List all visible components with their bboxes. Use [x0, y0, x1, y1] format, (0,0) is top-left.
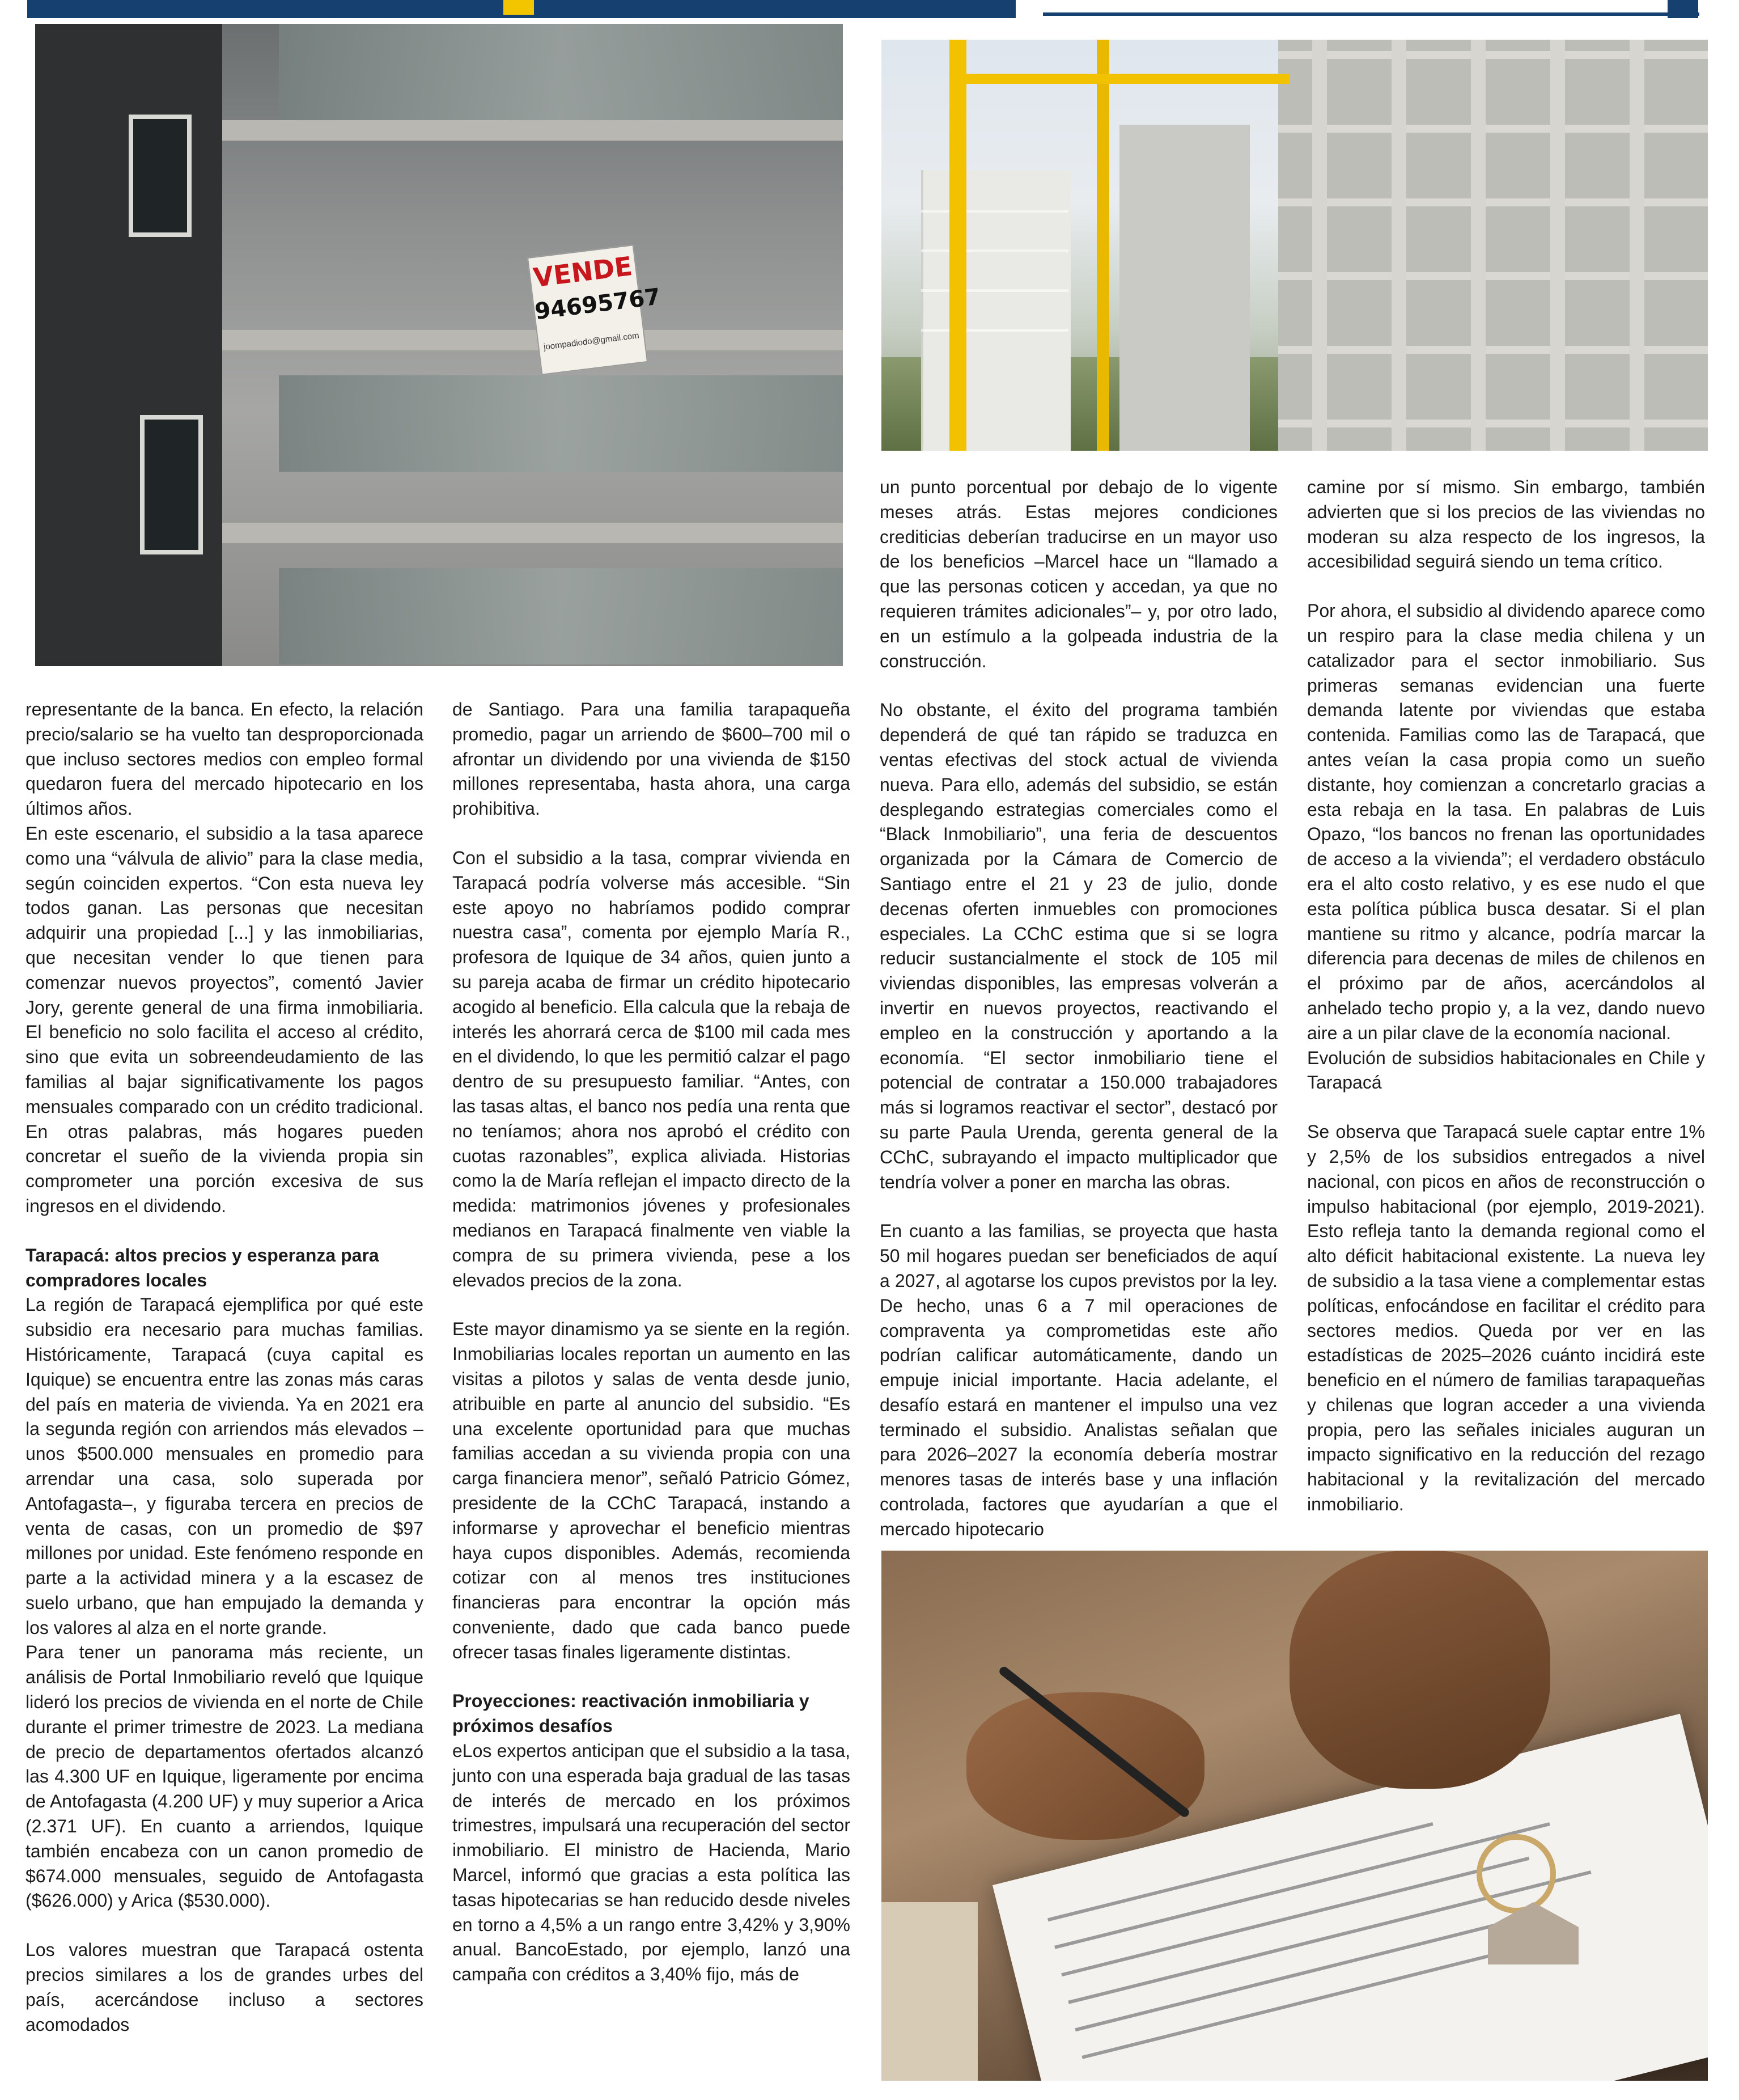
- text-line: [1061, 1857, 1529, 1976]
- building-rib: [921, 210, 1068, 213]
- balcony-glass: [279, 375, 843, 472]
- paragraph: En cuanto a las familias, se proyecta que hasta 50 mil hogares puedan ser beneficiados de aquí a 2027, al agotarse los cupos previstos por la ley. De hecho, unas 6 a 7 mil operaciones de compraventa ya comprometidas este año podrían calificar automáticamente, dando un empuje inicial importante. Hacia adelante, el desafío estará en mantener el impulso una vez terminado el subsidio. Analistas señalan que para 2026–2027 la economía debería mostrar menores tasas de interés base y una inflación controlada, factores que ayudarían a que el mercado hipotecario: [880, 1221, 1278, 1539]
- paragraph: No obstante, el éxito del programa también dependerá de qué tan rápido se traduzca en ventas efectivas del stock actual de vivienda nueva. Para ello, además del subsidio, se están desplegando estrategias comerciales como el “Black Inmobiliario”, una feria de descuentos organizada por la Cámara de Comercio de Santiago entre el 21 y 23 de julio, donde decenas oferten inmuebles con promociones especiales. La CChC estima que si se logra reducir sustancialmente el stock de 105 mil viviendas disponibles, las empresas volverán a invertir en nuevos proyectos, reactivando el empleo en la construcción y aportando a la economía. “El sector inmobiliario tiene el potencial de contratar a 150.000 trabajadores más si logramos reactivar el sector”, destacó por su parte Paula Urenda, gerenta general de la CChC, subrayando el impacto multiplicador que tendría volver a poner en marcha las obras.: [880, 700, 1278, 1192]
- balcony-glass: [279, 24, 843, 120]
- header-rule: [1043, 12, 1699, 16]
- sign-number: 94695767: [533, 283, 662, 325]
- column: [1471, 40, 1486, 451]
- key-ring: [1477, 1834, 1556, 1913]
- article-column-2: [452, 697, 850, 1987]
- paragraph: En este escenario, el subsidio a la tasa aparece como una “válvula de alivio” para la clase media, según coinciden expertos. “Con esta nueva ley todos ganan. Las personas que necesitan adquirir una propiedad [...] y las inmobiliarias, que necesitan vender lo que tienen para comenzar nuevos proyectos”, comentó Javier Jory, gerente general de una firma inmobiliaria. El beneficio no solo facilita el acceso al crédito, sino que evita un sobreendeudamiento de las familias al bajar significativamente los pagos mensuales comparado con un crédito tradicional. En otras palabras, más hogares pueden concretar el sueño de la vivienda propia sin comprometer una porción excesiva de sus ingresos en el dividendo.: [26, 823, 423, 1216]
- paragraph: representante de la banca. En efecto, la relación precio/salario se ha vuelto tan desproporcionada que incluso sectores medios con empleo formal quedaron fuera del mercado hipotecario en los últimos años.: [26, 699, 423, 819]
- house-model: [881, 1902, 978, 2081]
- building: [1119, 125, 1250, 451]
- building-rib: [921, 329, 1068, 332]
- paragraph: de Santiago. Para una familia tarapaqueña promedio, pagar un arriendo de $600–700 mil o afrontar un dividendo por una vivienda de $150 millones representaba, hasta ahora, una carga prohibitiva.: [452, 699, 850, 819]
- paragraph: Con el subsidio a la tasa, comprar vivienda en Tarapacá podría volverse más accesible. “Sin este apoyo no habríamos podido comprar nuestra casa”, comenta por ejemplo María R., profesora de Iquique de 34 años, quien junto a su pareja acaba de firmar un crédito hipotecario acogido al beneficio. Ella calcula que la rebaja de interés les ahorrará cerca de $100 mil cada mes en el dividendo, lo que les permitió calzar el pago dentro de su presupuesto familiar. “Antes, con las tasas altas, el banco nos pedía una renta que no teníamos; ahora nos aprobó el crédito con cuotas razonables”, explica aliviada. Historias como la de María reflejan el impacto directo de la medida: matrimonios jóvenes y profesionales medianos en Tarapacá finalmente ven viable la compra de su primera vivienda, pese a los elevados precios de la zona.: [452, 847, 850, 1290]
- paragraph: camine por sí mismo. Sin embargo, también advierten que si los precios de las viviendas no moderan su alza respecto de los ingresos, la accesibilidad seguirá siendo un tema crítico.: [1307, 477, 1705, 572]
- balcony-slab: [222, 523, 843, 543]
- balcony-slab: [222, 330, 843, 350]
- hand: [1290, 1551, 1550, 1789]
- photo-construction: [881, 40, 1708, 451]
- column: [1550, 40, 1565, 451]
- hand: [966, 1692, 1204, 1840]
- column: [1312, 40, 1327, 451]
- sign-title: VENDE: [532, 251, 634, 293]
- text-line: [1075, 1919, 1516, 2031]
- column: [1630, 40, 1644, 451]
- window: [140, 415, 203, 554]
- header-accent: [503, 0, 534, 15]
- crane-mast: [1097, 40, 1109, 451]
- article-column-4: [1307, 475, 1705, 1517]
- paragraph: Este mayor dinamismo ya se siente en la región. Inmobiliarias locales reportan un aumento en las visitas a pilotos y salas de venta desde junio, atribuible en parte al anuncio del subsidio. “Es una excelente oportunidad para que muchas familias accedan a su vivienda propia con una carga financiera menor”, señaló Patricio Gómez, presidente de la CChC Tarapacá, instando a informarse y aprovechar el beneficio mientras haya cupos disponibles. Además, recomienda cotizar con al menos tres instituciones financieras para encontrar la opción más conveniente, dado que cada banco puede ofrecer tasas finales ligeramente distintas.: [452, 1319, 850, 1662]
- paragraph: Evolución de subsidios habitacionales en Chile y Tarapacá: [1307, 1047, 1705, 1093]
- balcony-slab: [222, 120, 843, 141]
- section-heading: Tarapacá: altos precios y esperanza para compradores locales: [26, 1244, 379, 1290]
- paragraph: La región de Tarapacá ejemplifica por qué este subsidio era necesario para muchas familias. Históricamente, Tarapacá (cuya capital es Iquique) se encuentra entre las zonas más caras del país en materia de vivienda. Ya en 2021 era la segunda región con arriendos más elevados –unos $500.000 mensuales en promedio para arrendar una casa, solo superada por Antofagasta–, y figuraba tercera en precios de venta de casas, con un promedio de $97 millones por unidad. Este fenómeno responde en parte a la actividad minera y a la escasez de suelo urbano, que han empujado la demanda y los valores al alza en el norte grande.: [26, 1294, 423, 1638]
- paragraph: Se observa que Tarapacá suele captar entre 1% y 2,5% de los subsidios entregados a nivel nacional, con picos en años de reconstrucción o impulso habitacional (por ejemplo, 2019-2021). Esto refleja tanto la demanda regional como el alto déficit habitacional existente. La nueva ley de subsidio a la tasa viene a complementar estas políticas, enfocándose en facilitar el crédito para sectores medios. Queda por ver en las estadísticas de 2025–2026 cuánto incidirá este beneficio en el número de familias tarapaqueñas y chilenas que logran acceder a una vivienda propia, pero las señales iniciales auguran un impacto significativo en la reducción del rezago habitacional y la revitalización del mercado inmobiliario.: [1307, 1121, 1705, 1515]
- window: [129, 115, 192, 237]
- paragraph: un punto porcentual por debajo de lo vigente meses atrás. Estas mejores condiciones crediticias deberían traducirse en un mayor uso de los beneficios –Marcel hace un “llamado a que las personas coticen y accedan, ya que no requieren trámites adicionales”– y, por otro lado, en un estímulo a la golpeada industria de la construcción.: [880, 477, 1278, 671]
- paragraph: Por ahora, el subsidio al dividendo aparece como un respiro para la clase media chilena y un catalizador para el sector inmobiliario. Sus primeras semanas evidencian una fuerte demanda latente por viviendas que estaba contenida. Familias como las de Tarapacá, que antes veían la casa propia como un sueño distante, hoy comienzan a concretarlo gracias a esta rebaja en la tasa. En palabras de Luis Opazo, “los bancos no frenan las oportunidades de acceso a la vivienda”; el verdadero obstáculo era el alto costo relativo, y es ese nudo el que esta política pública busca desatar. Si el plan mantiene su ritmo y alcance, podría marcar la diferencia para decenas de miles de chilenos en el próximo par de años, acercándolos al anhelado techo propio y, a la vez, dando nuevo aire a un pilar clave de la economía nacional.: [1307, 600, 1705, 1043]
- building-rib: [921, 249, 1068, 252]
- section-heading: Proyecciones: reactivación inmobiliaria y próximos desafíos: [452, 1691, 809, 1737]
- article-column-1: [26, 697, 423, 2037]
- article-column-3: [880, 475, 1278, 1542]
- paragraph: eLos expertos anticipan que el subsidio a la tasa, junto con una esperada baja gradual de las tasas de interés de mercado en los próximos trimestres, impulsará una recuperación del sector inmobiliario. El ministro de Hacienda, Mario Marcel, informó que gracias a esta política las tasas hipotecarias se han reducido desde niveles en torno a 4,5% a un rango entre 3,42% y 3,90% anual. BancoEstado, por ejemplo, lanzó una campaña con créditos a 3,40% fijo, más de: [452, 1741, 850, 1985]
- column: [1392, 40, 1406, 451]
- photo-apartment-for-sale: [35, 24, 843, 666]
- crane-mast: [949, 40, 966, 451]
- paragraph: Para tener un panorama más reciente, un análisis de Portal Inmobiliario reveló que Iquique lideró los precios de vivienda en el norte de Chile durante el primer trimestre de 2023. La mediana de precio de departamentos ofertados alcanzó las 4.300 UF en Iquique, ligeramente por encima de Antofagasta (4.200 UF) y muy superior a Arica (2.371 UF). En cuanto a arriendos, Iquique también encabeza con un canon promedio de $674.000 mensuales, seguido de Antofagasta ($626.000) y Arica ($530.000).: [26, 1642, 423, 1911]
- sign-email: joompadiodo@gmail.com: [543, 331, 640, 352]
- balcony-glass: [279, 568, 843, 664]
- photo-signing-contract: [881, 1551, 1708, 2081]
- building-rib: [921, 289, 1068, 292]
- crane-jib: [949, 74, 1290, 84]
- for-sale-sign: [527, 244, 662, 375]
- paragraph: Los valores muestran que Tarapacá ostenta precios similares a los de grandes urbes del país, acercándose incluso a sectores acomodados: [26, 1940, 423, 2035]
